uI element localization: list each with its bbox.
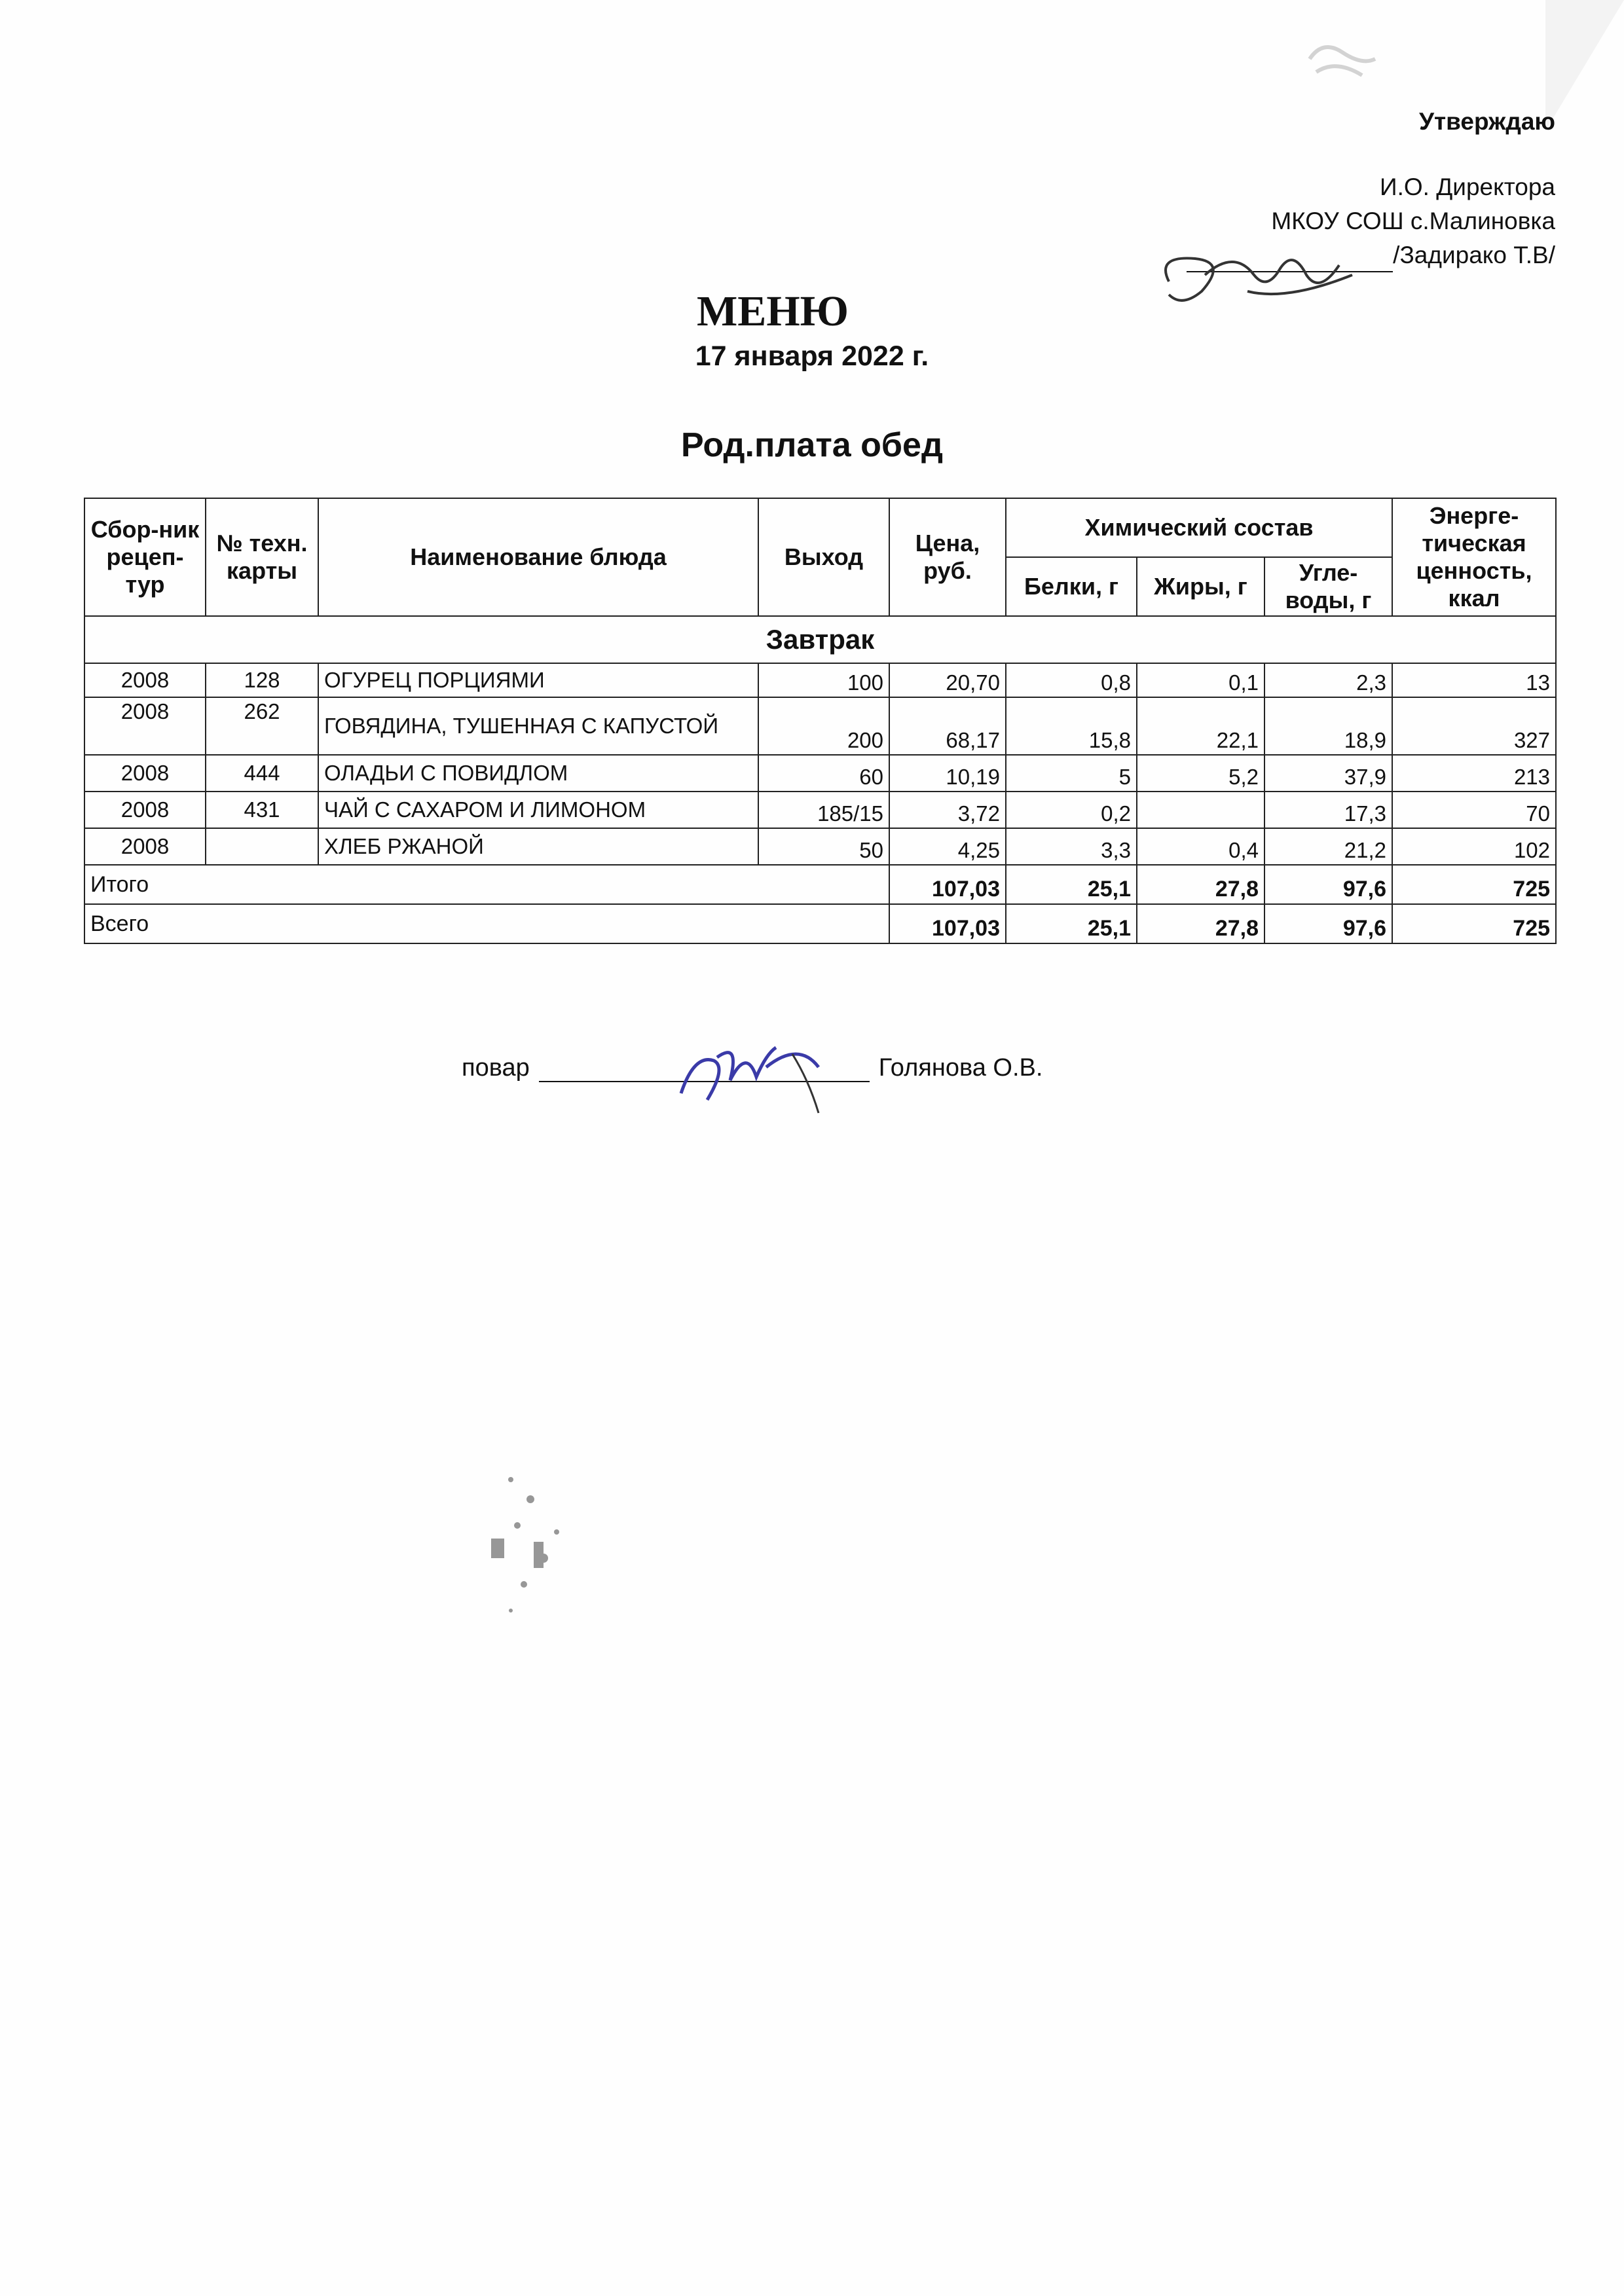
col-card-no: № техн. карты — [206, 498, 318, 616]
subtotal-proteins: 25,1 — [1006, 865, 1137, 904]
subtotal-fats: 27,8 — [1137, 865, 1264, 904]
cell-price: 10,19 — [889, 755, 1006, 792]
cook-label: повар — [462, 1054, 530, 1082]
col-dish-name: Наименование блюда — [318, 498, 758, 616]
cell-carbs: 2,3 — [1264, 663, 1392, 697]
cell-fats: 0,1 — [1137, 663, 1264, 697]
col-price: Цена, руб. — [889, 498, 1006, 616]
subtotal-carbs: 97,6 — [1264, 865, 1392, 904]
table-row — [84, 697, 1556, 755]
cell-card: 431 — [206, 792, 318, 828]
menu-subtitle: Род.плата обед — [681, 426, 943, 464]
cell-card: 262 — [206, 697, 318, 755]
subtotal-price: 107,03 — [889, 865, 1006, 904]
stamp-mark-icon — [1303, 33, 1382, 85]
cell-card: 128 — [206, 663, 318, 697]
cell-energy: 70 — [1392, 792, 1556, 828]
cell-energy: 213 — [1392, 755, 1556, 792]
total-row — [84, 904, 1556, 943]
cell-carbs: 21,2 — [1264, 828, 1392, 865]
approver-position: И.О. Директора — [1380, 173, 1555, 200]
cell-collection: 2008 — [84, 792, 206, 828]
cell-fats: 5,2 — [1137, 755, 1264, 792]
approver-school: МКОУ СОШ с.Малиновка — [1271, 208, 1555, 234]
col-proteins: Белки, г — [1006, 557, 1137, 616]
cell-output: 100 — [758, 663, 889, 697]
cell-collection: 2008 — [84, 697, 206, 755]
cell-dish-name: ОЛАДЬИ С ПОВИДЛОМ — [318, 755, 758, 792]
cell-output: 200 — [758, 697, 889, 755]
cell-output: 50 — [758, 828, 889, 865]
cell-collection: 2008 — [84, 663, 206, 697]
cell-carbs: 37,9 — [1264, 755, 1392, 792]
cell-proteins: 15,8 — [1006, 697, 1137, 755]
total-energy: 725 — [1392, 904, 1556, 943]
cell-fats — [1137, 792, 1264, 828]
cell-carbs: 18,9 — [1264, 697, 1392, 755]
subtotal-energy: 725 — [1392, 865, 1556, 904]
subtotal-label: Итого — [84, 865, 889, 904]
total-label: Всего — [84, 904, 889, 943]
cell-output: 60 — [758, 755, 889, 792]
page-title: МЕНЮ — [697, 287, 849, 335]
cell-dish-name: ОГУРЕЦ ПОРЦИЯМИ — [318, 663, 758, 697]
total-carbs: 97,6 — [1264, 904, 1392, 943]
cell-collection: 2008 — [84, 828, 206, 865]
col-fats: Жиры, г — [1137, 557, 1264, 616]
cell-price: 20,70 — [889, 663, 1006, 697]
cell-proteins: 5 — [1006, 755, 1137, 792]
menu-table — [84, 498, 1557, 944]
table-row — [84, 792, 1556, 828]
approver-name: /Задирако Т.В/ — [1393, 242, 1555, 268]
col-chemical: Химический состав — [1006, 498, 1392, 557]
approve-label: Утверждаю — [1419, 108, 1555, 135]
cell-price: 3,72 — [889, 792, 1006, 828]
total-proteins: 25,1 — [1006, 904, 1137, 943]
cell-energy: 13 — [1392, 663, 1556, 697]
cell-proteins: 0,8 — [1006, 663, 1137, 697]
cell-fats: 0,4 — [1137, 828, 1264, 865]
table-row — [84, 663, 1556, 697]
menu-date: 17 января 2022 г. — [695, 340, 929, 372]
col-carbs: Угле-воды, г — [1264, 557, 1392, 616]
cell-dish-name: ГОВЯДИНА, ТУШЕННАЯ С КАПУСТОЙ — [318, 697, 758, 755]
folded-corner — [1545, 0, 1624, 131]
cell-proteins: 3,3 — [1006, 828, 1137, 865]
table-row — [84, 828, 1556, 865]
cook-name: Голянова О.В. — [878, 1054, 1043, 1082]
cell-price: 68,17 — [889, 697, 1006, 755]
cell-card — [206, 828, 318, 865]
section-breakfast: Завтрак — [84, 616, 1556, 663]
director-signature-icon — [1143, 229, 1372, 321]
cell-dish-name: ЧАЙ С САХАРОМ И ЛИМОНОМ — [318, 792, 758, 828]
total-fats: 27,8 — [1137, 904, 1264, 943]
cell-output: 185/15 — [758, 792, 889, 828]
cell-collection: 2008 — [84, 755, 206, 792]
cell-fats: 22,1 — [1137, 697, 1264, 755]
cell-energy: 327 — [1392, 697, 1556, 755]
cook-signature-icon — [668, 1028, 838, 1126]
cell-price: 4,25 — [889, 828, 1006, 865]
col-output: Выход — [758, 498, 889, 616]
total-price: 107,03 — [889, 904, 1006, 943]
cell-proteins: 0,2 — [1006, 792, 1137, 828]
table-row — [84, 755, 1556, 792]
col-energy: Энерге-тическая ценность, ккал — [1392, 498, 1556, 616]
cell-carbs: 17,3 — [1264, 792, 1392, 828]
subtotal-row — [84, 865, 1556, 904]
cell-card: 444 — [206, 755, 318, 792]
cell-energy: 102 — [1392, 828, 1556, 865]
col-collection: Сбор-ник рецеп-тур — [84, 498, 206, 616]
ink-smudge-icon — [471, 1453, 602, 1637]
cell-dish-name: ХЛЕБ РЖАНОЙ — [318, 828, 758, 865]
